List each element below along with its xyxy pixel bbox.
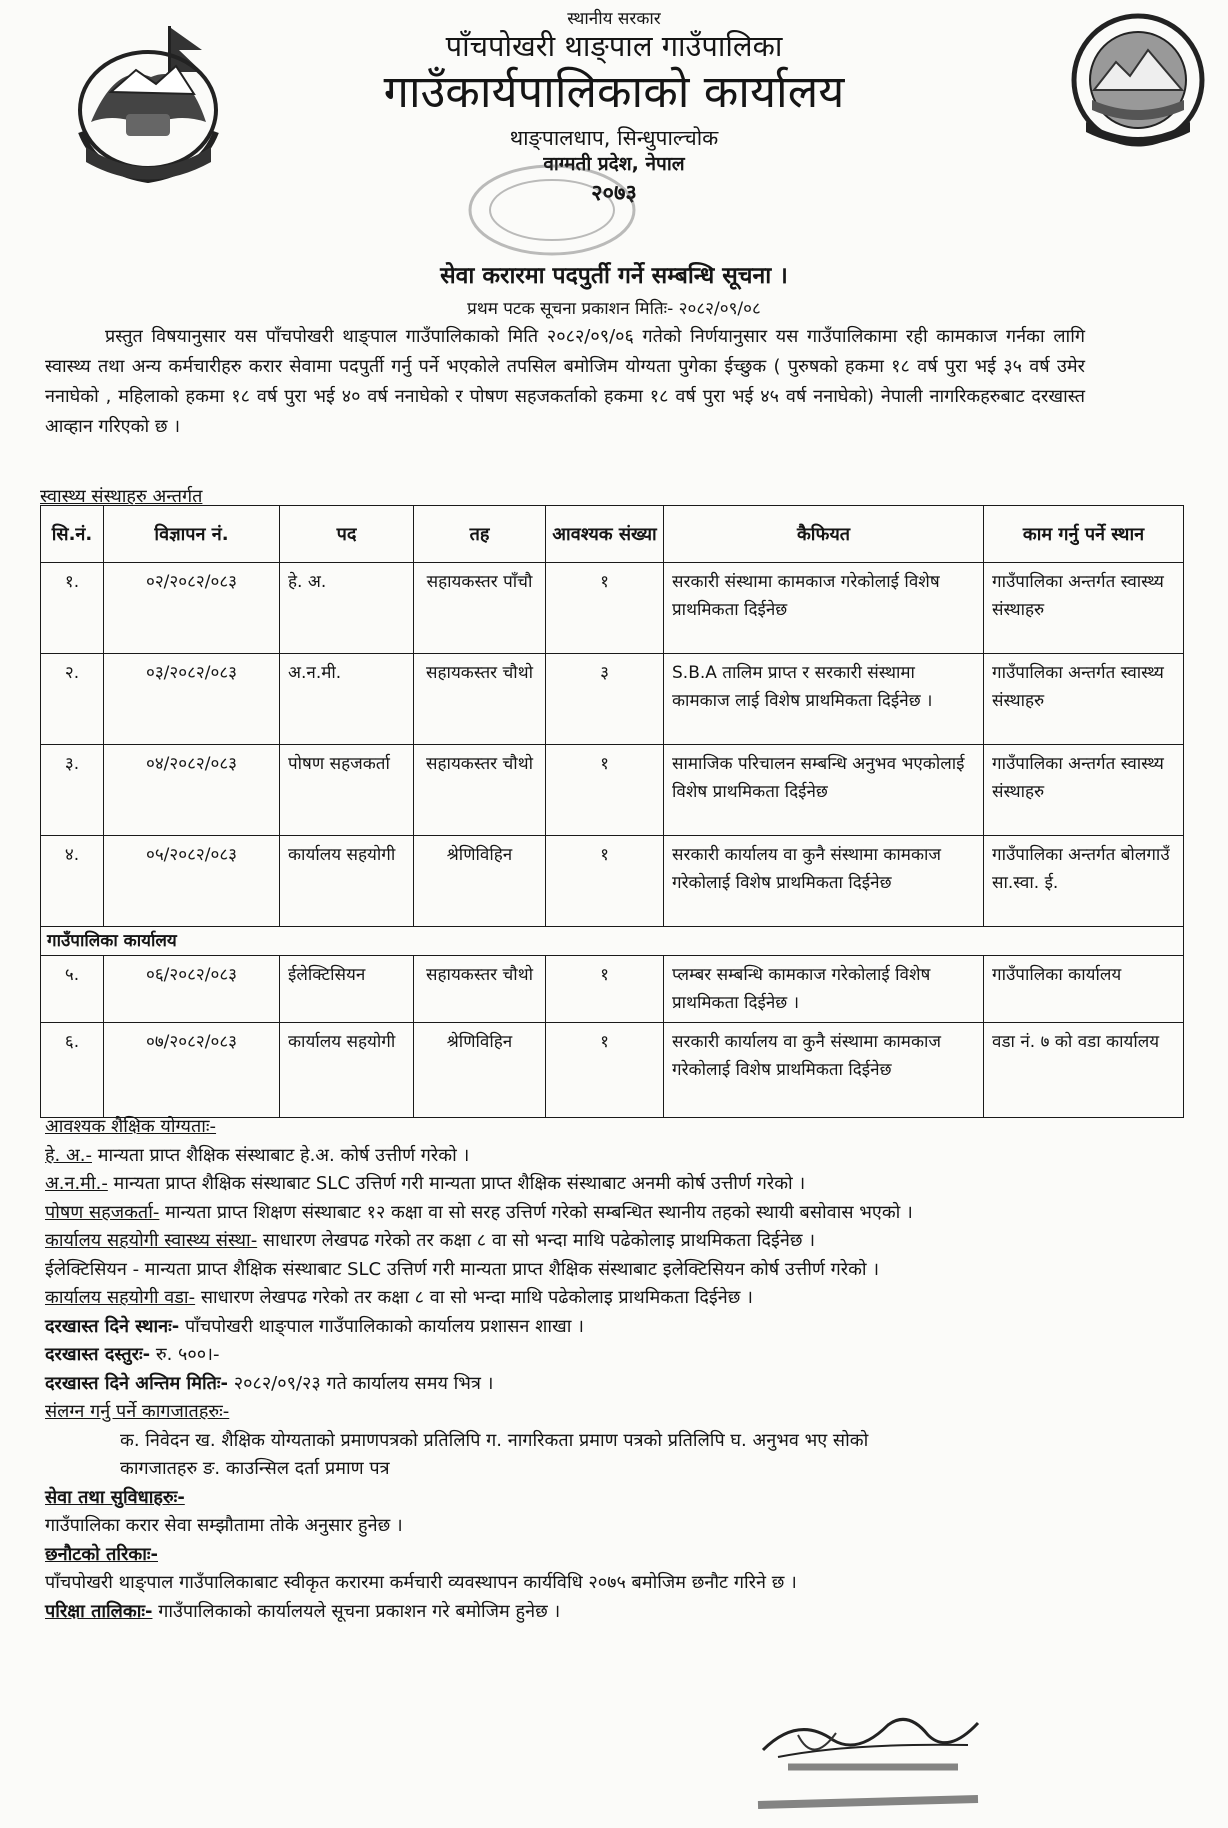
application-fee-text: रु. ५००।- (150, 1344, 220, 1365)
cell-sn: ४. (41, 836, 104, 927)
cell-remarks: सरकारी कार्यालय वा कुनै संस्थामा कामकाज गरेकोलाई विशेष प्राथमिकता दिईनेछ (664, 836, 984, 927)
cell-sn: २. (41, 654, 104, 745)
cell-level: सहायकस्तर चौथो (414, 745, 546, 836)
qualification-nutrition-text: मान्यता प्राप्त शिक्षण संस्थाबाट १२ कक्षा वा सो सरह उत्तिर्ण गरेको सम्बन्धित स्थानीय तहको स्थायी बसोवास भएको । (159, 1201, 913, 1223)
cell-sn: ५. (41, 956, 104, 1023)
table-row (41, 654, 1184, 745)
exam-schedule (45, 1598, 1185, 1627)
cell-level: सहायकस्तर चौथो (414, 956, 546, 1023)
qualifications-heading-text: आवश्यक शैक्षिक योग्यताः- (45, 1116, 217, 1137)
application-place-label: दरखास्त दिने स्थानः- (45, 1315, 180, 1337)
cell-count: १ (546, 563, 664, 654)
cell-level: श्रेणिविहिन (414, 1023, 546, 1118)
col-header-level: तह (414, 506, 546, 563)
col-header-advertisement: विज्ञापन नं. (104, 506, 280, 563)
documents-list: क. निवेदन ख. शैक्षिक योग्यताको प्रमाणपत्रको प्रतिलिपि ग. नागरिकता प्रमाण पत्रको प्रतिलिपि घ. अनुभव भए सोको (120, 1429, 869, 1451)
cell-sn: ६. (41, 1023, 104, 1118)
qualification-electrician: ईलेक्टिसियन - मान्यता प्राप्त शैक्षिक संस्थाबाट SLC उत्तिर्ण गरी मान्यता प्राप्त शैक्षिक संस्थाबाट इलेक्टिसियन कोर्ष उत्तीर्ण गरेको । (45, 1258, 880, 1280)
qualification-helper-health (45, 1227, 1185, 1256)
cell-post: हे. अ. (280, 563, 414, 654)
documents-heading (45, 1398, 1185, 1427)
cell-level: श्रेणिविहिन (414, 836, 546, 927)
cell-remarks: सामाजिक परिचालन सम्बन्धि अनुभव भएकोलाई विशेष प्राथमिकता दिईनेछ (664, 745, 984, 836)
cell-place: गाउँपालिका कार्यालय (984, 956, 1184, 1023)
nepal-emblem-icon (56, 22, 241, 187)
col-header-post: पद (280, 506, 414, 563)
cell-remarks: S.B.A तालिम प्राप्त र सरकारी संस्थामा कामकाज लाई विशेष प्राथमिकता दिईनेछ । (664, 654, 984, 745)
application-deadline-text: २०८२/०९/२३ गते कार्यालय समय भित्र । (228, 1372, 494, 1394)
notice-body (45, 1113, 1185, 1626)
services-text: गाउँपालिका करार सेवा सम्झौतामा तोके अनुसार हुनेछ । (45, 1515, 403, 1536)
signature-icon (738, 1695, 1008, 1820)
qualification-anm (45, 1170, 1185, 1199)
cell-count: १ (546, 745, 664, 836)
section-health-institutions: स्वास्थ्य संस्थाहरु अन्तर्गत (40, 486, 203, 507)
documents-list-continued: कागजातहरु ङ. काउन्सिल दर्ता प्रमाण पत्र (120, 1458, 390, 1479)
cell-level: सहायकस्तर चौथो (414, 654, 546, 745)
cell-place: गाउँपालिका अन्तर्गत बोलगाउँ सा.स्वा. ई. (984, 836, 1184, 927)
cell-remarks: सरकारी संस्थामा कामकाज गरेकोलाई विशेष प्राथमिकता दिईनेछ (664, 563, 984, 654)
header-municipality-name: पाँचपोखरी थाङ्पाल गाउँपालिका (445, 29, 783, 63)
selection-heading-text: छनौटको तरिकाः- (45, 1543, 158, 1565)
letterhead (0, 0, 1228, 250)
cell-place: गाउँपालिका अन्तर्गत स्वास्थ्य संस्थाहरु (984, 654, 1184, 745)
office-stamp-icon (462, 160, 642, 260)
cell-sn: ३. (41, 745, 104, 836)
application-deadline (45, 1370, 1185, 1399)
col-header-sn: सि.नं. (41, 506, 104, 563)
table-row (41, 1023, 1184, 1118)
application-deadline-label: दरखास्त दिने अन्तिम मितिः- (45, 1372, 229, 1394)
col-header-count: आवश्यक संख्या (546, 506, 664, 563)
notice-title: सेवा करारमा पदपुर्ती गर्ने सम्बन्धि सूचना । (440, 263, 788, 289)
cell-post: अ.न.मी. (280, 654, 414, 745)
table-row (41, 836, 1184, 927)
vacancy-table (40, 505, 1184, 1118)
col-header-remarks: कैफियत (664, 506, 984, 563)
qualification-nutrition-label: पोषण सहजकर्ता- (45, 1201, 160, 1223)
cell-place: वडा नं. ७ को वडा कार्यालय (984, 1023, 1184, 1118)
qualification-helper-health-text: साधारण लेखपढ गरेको तर कक्षा ८ वा सो भन्दा माथि पढेकोलाइ प्राथमिकता दिईनेछ । (257, 1230, 816, 1251)
qualification-anm-text: मान्यता प्राप्त शैक्षिक संस्थाबाट SLC उत्तिर्ण गरी मान्यता प्राप्त शैक्षिक संस्थाबाट अनमी कोर्ष उत्तीर्ण गरेको । (107, 1173, 806, 1194)
cell-advertisement: ०२/२०८२/०८३ (104, 563, 280, 654)
cell-post: पोषण सहजकर्ता (280, 745, 414, 836)
municipality-logo-icon (1068, 10, 1208, 150)
qualification-nutrition (45, 1199, 1185, 1228)
application-fee (45, 1341, 1185, 1370)
selection-heading (45, 1541, 1185, 1570)
cell-count: १ (546, 1023, 664, 1118)
cell-level: सहायकस्तर पाँचौ (414, 563, 546, 654)
header-office-name: गाउँकार्यपालिकाको कार्यालय (383, 65, 845, 118)
services-heading-text: सेवा तथा सुविधाहरुः- (45, 1486, 185, 1508)
cell-advertisement: ०७/२०८२/०८३ (104, 1023, 280, 1118)
cell-post: ईलेक्टिसियन (280, 956, 414, 1023)
qualifications-heading (45, 1113, 1185, 1142)
services-heading (45, 1484, 1185, 1513)
cell-count: १ (546, 956, 664, 1023)
cell-post: कार्यालय सहयोगी (280, 836, 414, 927)
cell-place: गाउँपालिका अन्तर्गत स्वास्थ्य संस्थाहरु (984, 563, 1184, 654)
col-header-place: काम गर्नु पर्ने स्थान (984, 506, 1184, 563)
qualification-ha-text: मान्यता प्राप्त शैक्षिक संस्थाबाट हे.अ. कोर्ष उत्तीर्ण गरेको । (91, 1144, 470, 1166)
section-municipal-office: गाउँपालिका कार्यालय (41, 927, 1184, 956)
selection-text: पाँचपोखरी थाङ्पाल गाउँपालिकाबाट स्वीकृत करारमा कर्मचारी व्यवस्थापन कार्यविधि २०७५ बमोजिम छनौट गरिने छ । (45, 1572, 797, 1593)
cell-advertisement: ०३/२०८२/०८३ (104, 654, 280, 745)
application-fee-label: दरखास्त दस्तुरः- (45, 1344, 151, 1365)
documents-heading-text: संलग्न गर्नु पर्ने कागजातहरुः- (45, 1401, 230, 1422)
header-province: वाग्मती प्रदेश, नेपाल (543, 153, 685, 175)
header-local-government: स्थानीय सरकार (567, 9, 661, 29)
cell-advertisement: ०६/२०८२/०८३ (104, 956, 280, 1023)
qualification-ha-label: हे. अ.- (45, 1144, 92, 1166)
header-address: थाङ्पालधाप, सिन्धुपाल्चोक (509, 126, 719, 150)
exam-schedule-text: गाउँपालिकाको कार्यालयले सूचना प्रकाशन गरे बमोजिम हुनेछ । (152, 1600, 561, 1622)
qualification-helper-ward (45, 1284, 1185, 1313)
cell-advertisement: ०५/२०८२/०८३ (104, 836, 280, 927)
qualification-helper-health-label: कार्यालय सहयोगी स्वास्थ्य संस्था- (45, 1230, 258, 1251)
qualification-ha (45, 1142, 1185, 1171)
cell-count: ३ (546, 654, 664, 745)
publication-date: प्रथम पटक सूचना प्रकाशन मितिः- २०८२/०९/०८ (467, 299, 761, 319)
header-year: २०७३ (591, 181, 637, 206)
table-row (41, 956, 1184, 1023)
cell-sn: १. (41, 563, 104, 654)
cell-advertisement: ०४/२०८२/०८३ (104, 745, 280, 836)
cell-remarks: प्लम्बर सम्बन्धि कामकाज गरेकोलाई विशेष प्राथमिकता दिईनेछ । (664, 956, 984, 1023)
table-group-row (41, 927, 1184, 956)
intro-paragraph: प्रस्तुत विषयानुसार यस पाँचपोखरी थाङ्पाल गाउँपालिकाको मिति २०८२/०९/०६ गतेको निर्णयानुसार यस गाउँपालिकामा रही कामकाज गर्नका लागि स्वास्थ्य तथा अन्य कर्मचारीहरु करार सेवामा पदपुर्ती गर्नु पर्ने भएकोले तपसिल बमोजिम योग्यता पुगेका ईच्छुक ( पुरुषको हकमा १८ वर्ष पुरा भई ३५ वर्ष उमेर ननाघेको , महिलाको हकमा १८ वर्ष पुरा भई ४० वर्ष ननाघेको र पोषण सहजकर्ताको हकमा १८ वर्ष पुरा भई ४५ वर्ष ननाघेको) नेपाली नागरिकहरुबाट दरखास्त आव्हान गरिएको छ । (45, 326, 1085, 437)
qualification-helper-ward-label: कार्यालय सहयोगी वडा- (45, 1287, 196, 1308)
application-place (45, 1313, 1185, 1342)
cell-post: कार्यालय सहयोगी (280, 1023, 414, 1118)
application-place-text: पाँचपोखरी थाङ्पाल गाउँपालिकाको कार्यालय प्रशासन शाखा । (179, 1315, 584, 1337)
exam-schedule-label: परिक्षा तालिकाः- (45, 1600, 153, 1622)
table-header-row (41, 506, 1184, 563)
cell-place: गाउँपालिका अन्तर्गत स्वास्थ्य संस्थाहरु (984, 745, 1184, 836)
cell-count: १ (546, 836, 664, 927)
table-row (41, 563, 1184, 654)
table-row (41, 745, 1184, 836)
cell-remarks: सरकारी कार्यालय वा कुनै संस्थामा कामकाज गरेकोलाई विशेष प्राथमिकता दिईनेछ (664, 1023, 984, 1118)
qualification-helper-ward-text: साधारण लेखपढ गरेको तर कक्षा ८ वा सो भन्दा माथि पढेकोलाइ प्राथमिकता दिईनेछ । (195, 1287, 753, 1308)
qualification-anm-label: अ.न.मी.- (45, 1173, 108, 1194)
